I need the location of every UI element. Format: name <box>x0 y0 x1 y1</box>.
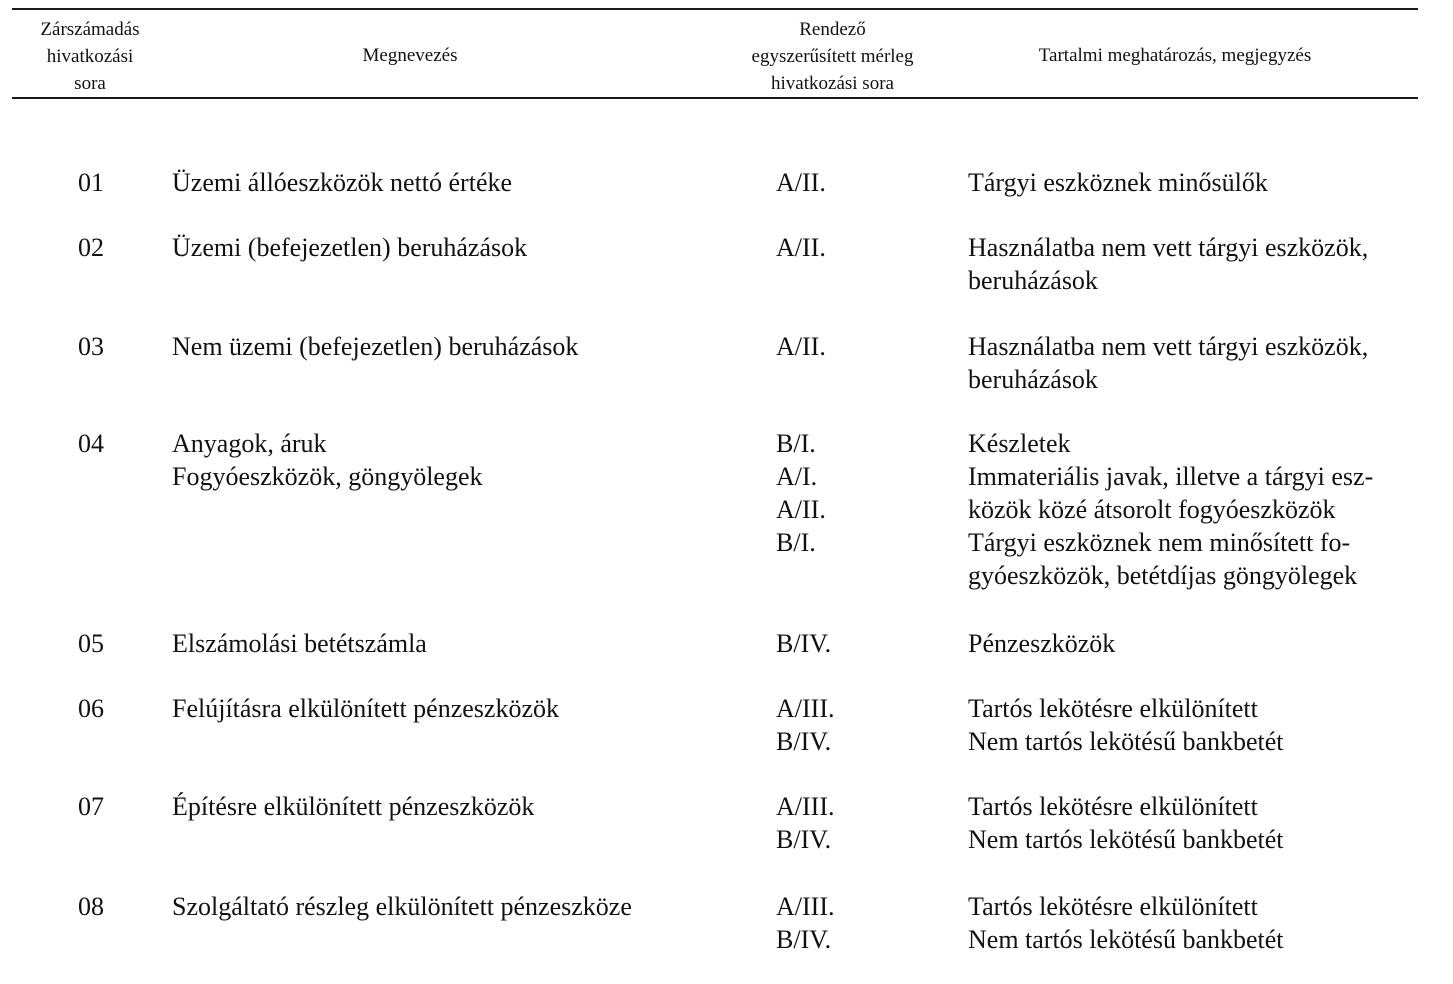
header-balance-ref <box>715 16 950 97</box>
row-name-line: Építésre elkülönített pénzeszközök <box>172 792 535 821</box>
row-note-line: közök közé átsorolt fogyóeszközök <box>968 495 1336 524</box>
row-balance-ref-line: A/III. <box>776 892 835 921</box>
row-balance-ref-line: A/I. <box>776 462 818 491</box>
row-note <box>968 231 1368 297</box>
row-balance-ref <box>776 692 834 758</box>
row-note-line: beruházások <box>968 365 1098 394</box>
row-note <box>968 166 1268 199</box>
row-note-line: Tárgyi eszköznek nem minősített fo- <box>968 528 1351 557</box>
header-balance-ref-line: egyszerűsített mérleg <box>751 46 914 67</box>
header-balance-ref-line: hivatkozási sora <box>771 73 894 94</box>
row-balance-ref <box>776 790 834 856</box>
row-balance-ref <box>776 231 826 264</box>
row-name-line: Felújításra elkülönített pénzeszközök <box>172 694 559 723</box>
row-name <box>172 890 632 923</box>
header-ref-row-line: Zárszámadás <box>40 19 140 40</box>
row-name <box>172 627 427 660</box>
header-name <box>330 42 490 69</box>
row-balance-ref-line: B/IV. <box>776 727 832 756</box>
row-note-line: Használatba nem vett tárgyi eszközök, <box>968 332 1369 361</box>
row-balance-ref-line: B/I. <box>776 528 816 557</box>
row-name-line: Üzemi állóeszközök nettó értéke <box>172 168 513 197</box>
row-note <box>968 427 1373 592</box>
header-top-rule <box>12 8 1418 10</box>
row-code: 05 <box>78 629 104 658</box>
row-balance-ref-line: B/I. <box>776 429 816 458</box>
row-note <box>968 330 1368 396</box>
row-balance-ref-line: A/III. <box>776 694 835 723</box>
row-name <box>172 790 534 823</box>
row-note-line: Tartós lekötésre elkülönített <box>968 694 1258 723</box>
row-note <box>968 890 1284 956</box>
row-note-line: Immateriális javak, illetve a tárgyi esz- <box>968 462 1374 491</box>
row-balance-ref-line: A/II. <box>776 233 826 262</box>
row-code: 06 <box>78 694 104 723</box>
row-balance-ref <box>776 890 834 956</box>
row-balance-ref <box>776 427 826 559</box>
row-name <box>172 231 527 264</box>
row-note-line: Nem tartós lekötésű bankbetét <box>968 825 1284 854</box>
row-balance-ref-line: B/IV. <box>776 629 832 658</box>
row-name-line: Üzemi (befejezetlen) beruházások <box>172 233 528 262</box>
row-note-line: Tartós lekötésre elkülönített <box>968 792 1258 821</box>
row-note-line: Pénzeszközök <box>968 629 1116 658</box>
row-name <box>172 427 483 493</box>
row-note-line: Használatba nem vett tárgyi eszközök, <box>968 233 1369 262</box>
row-name-line: Szolgáltató részleg elkülönített pénzeszköze <box>172 892 632 921</box>
row-balance-ref <box>776 330 826 363</box>
row-balance-ref <box>776 166 826 199</box>
row-name-line: Fogyóeszközök, göngyölegek <box>172 462 483 491</box>
row-balance-ref-line: B/IV. <box>776 925 832 954</box>
row-code: 08 <box>78 892 104 921</box>
row-note-line: beruházások <box>968 266 1098 295</box>
header-ref-row <box>20 16 160 97</box>
row-note-line: gyóeszközök, betétdíjas göngyölegek <box>968 561 1358 590</box>
header-bottom-rule <box>12 97 1418 99</box>
row-balance-ref-line: B/IV. <box>776 825 832 854</box>
header-balance-ref-line: Rendező <box>799 19 866 40</box>
row-note-line: Nem tartós lekötésű bankbetét <box>968 925 1284 954</box>
row-code: 02 <box>78 233 104 262</box>
row-name-line: Elszámolási betétszámla <box>172 629 427 658</box>
header-ref-row-line: sora <box>74 73 106 94</box>
row-name <box>172 166 512 199</box>
row-note-line: Készletek <box>968 429 1071 458</box>
row-balance-ref-line: A/III. <box>776 792 835 821</box>
row-note-line: Tartós lekötésre elkülönített <box>968 892 1258 921</box>
row-name <box>172 330 578 363</box>
row-code: 03 <box>78 332 104 361</box>
row-note <box>968 627 1115 660</box>
row-code: 01 <box>78 168 104 197</box>
row-name <box>172 692 559 725</box>
row-note <box>968 790 1284 856</box>
row-balance-ref <box>776 627 831 660</box>
row-name-line: Anyagok, áruk <box>172 429 327 458</box>
row-balance-ref-line: A/II. <box>776 168 826 197</box>
row-balance-ref-line: A/II. <box>776 495 826 524</box>
row-note <box>968 692 1284 758</box>
header-name-line: Megnevezés <box>362 45 458 66</box>
row-code: 04 <box>78 429 104 458</box>
header-content <box>985 42 1365 69</box>
header-ref-row-line: hivatkozási <box>46 46 134 67</box>
row-note-line: Tárgyi eszköznek minősülők <box>968 168 1268 197</box>
row-note-line: Nem tartós lekötésű bankbetét <box>968 727 1284 756</box>
row-name-line: Nem üzemi (befejezetlen) beruházások <box>172 332 579 361</box>
row-code: 07 <box>78 792 104 821</box>
row-balance-ref-line: A/II. <box>776 332 826 361</box>
header-content-line: Tartalmi meghatározás, megjegyzés <box>1038 45 1312 66</box>
